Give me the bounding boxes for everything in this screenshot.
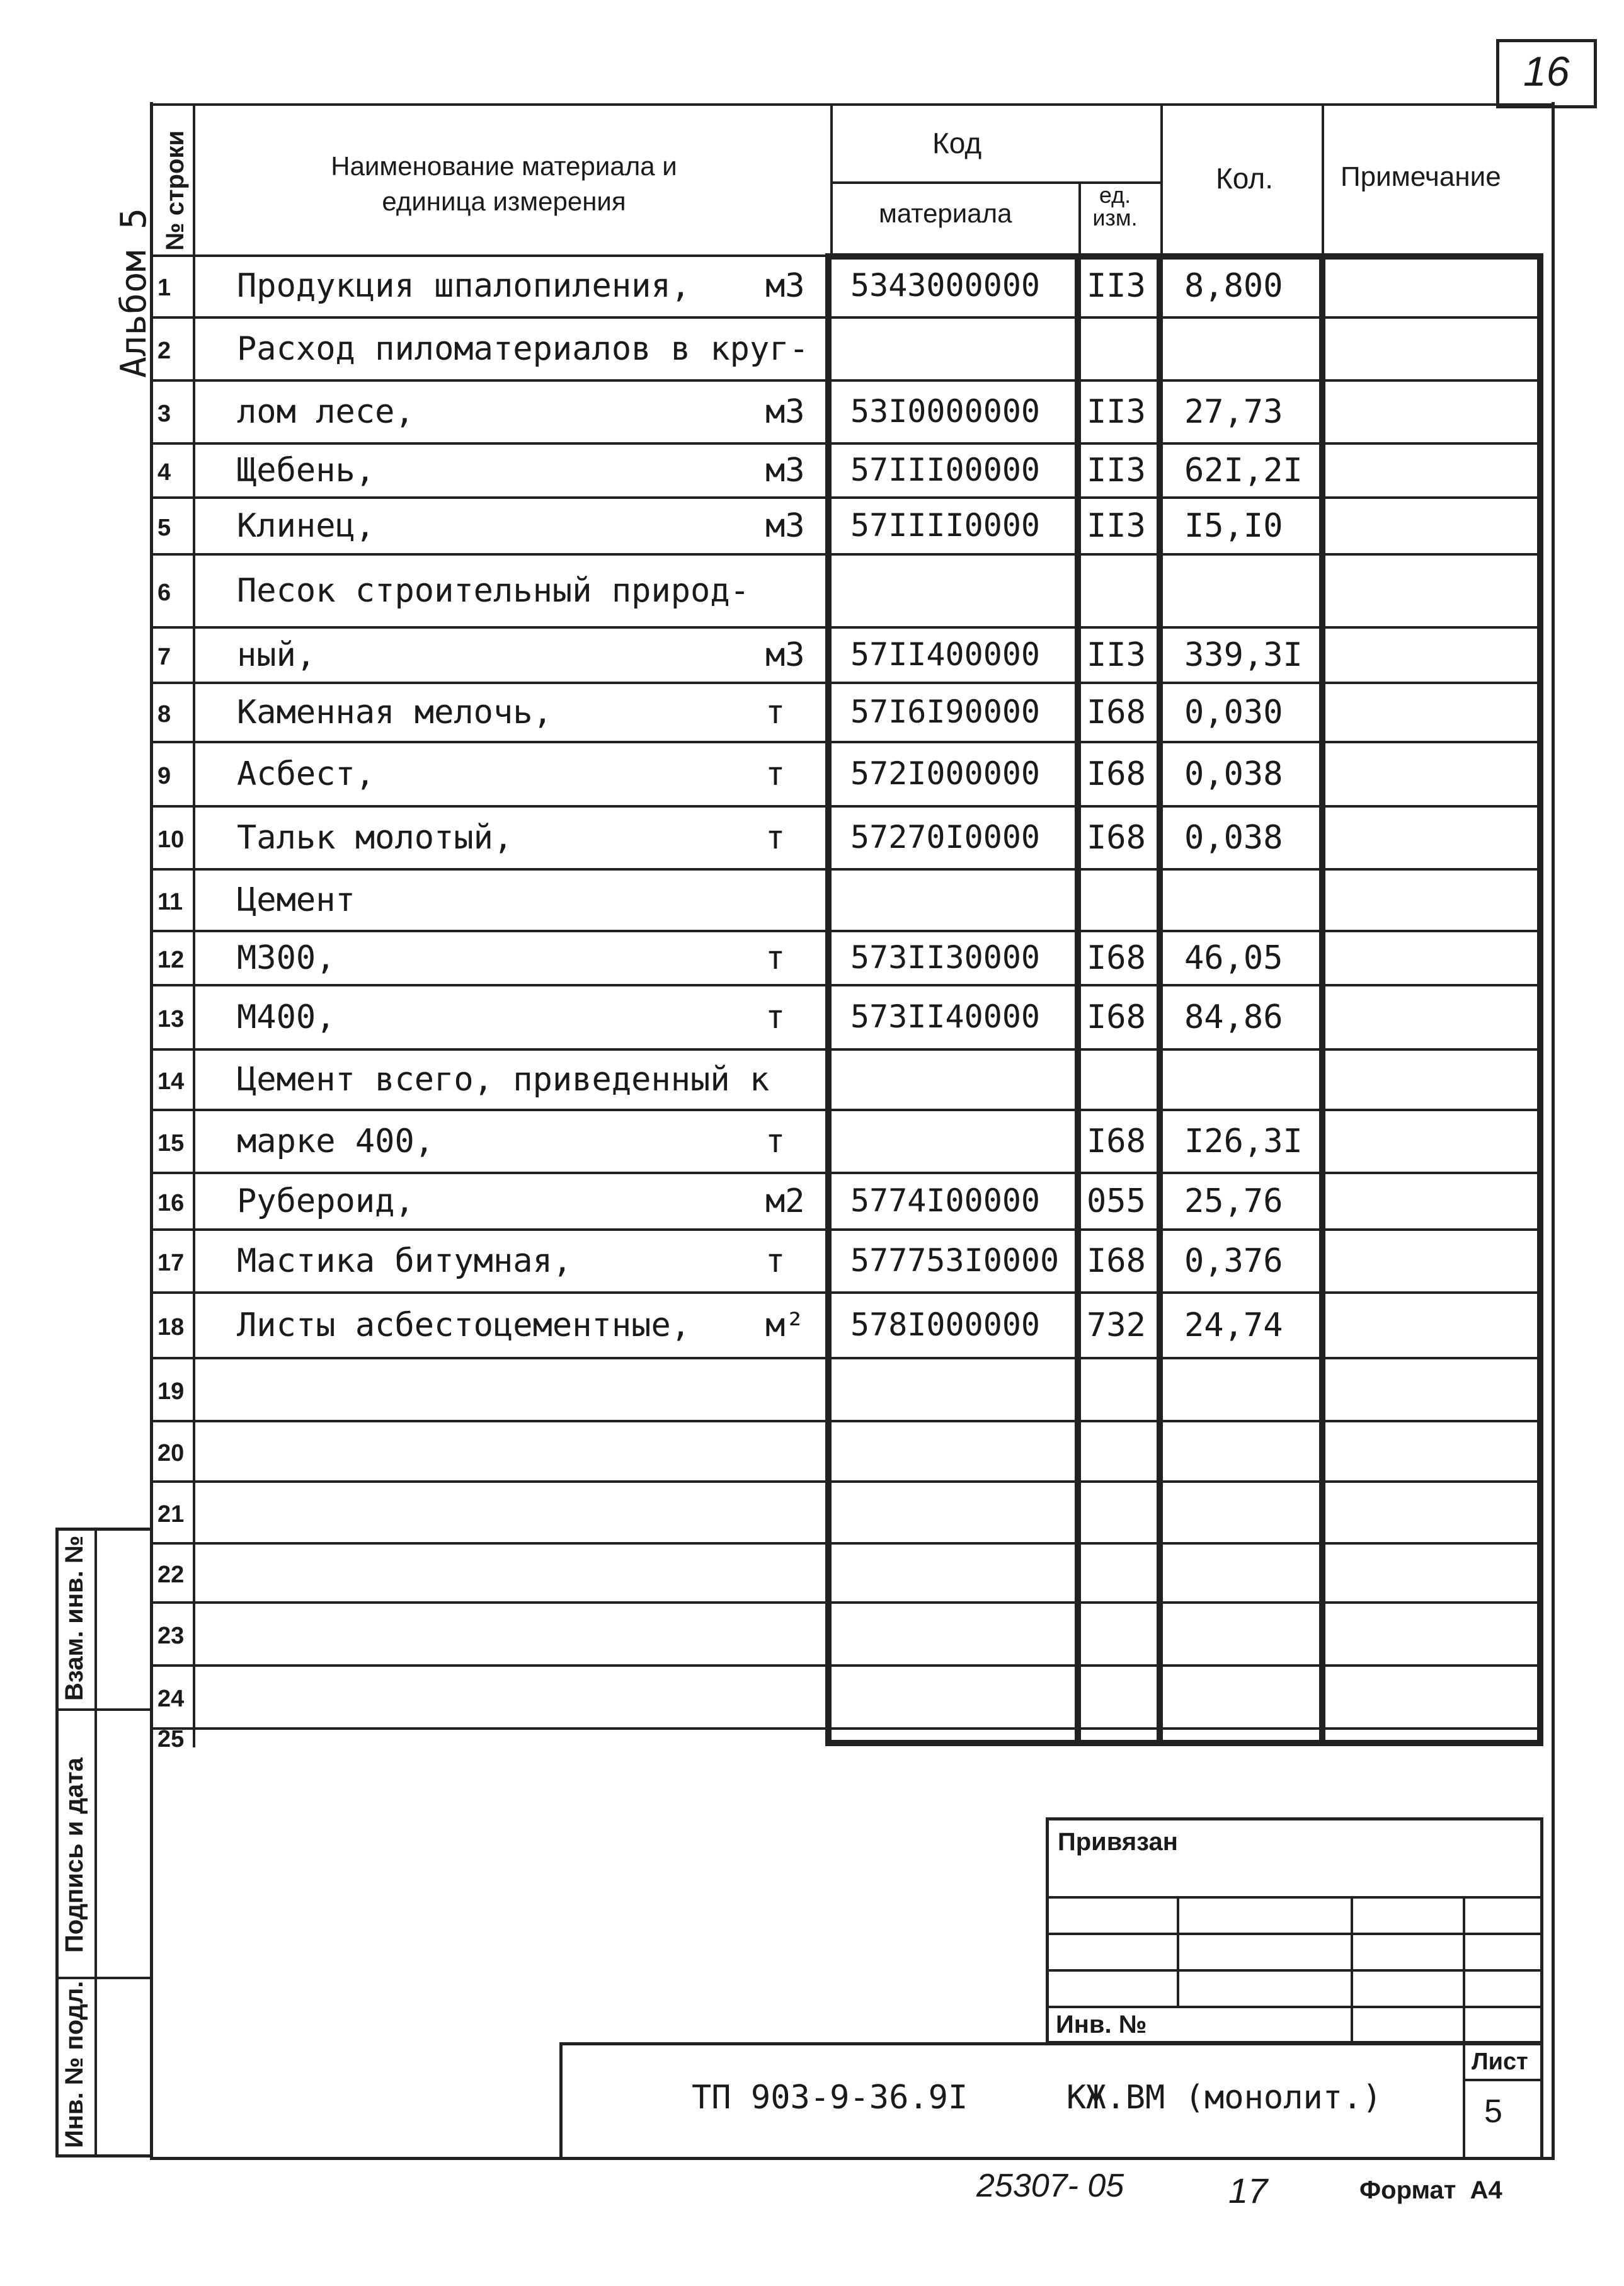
- row-number: 2: [157, 338, 171, 364]
- hdr-code-split: [830, 181, 1163, 184]
- unit-code: 732: [1087, 1306, 1146, 1344]
- album-label: Альбом 5: [113, 208, 154, 378]
- material-name: Щебень,: [237, 452, 375, 489]
- tb-v1: [1177, 1896, 1179, 2006]
- row-number: 25: [157, 1726, 185, 1752]
- row-number: 12: [157, 947, 185, 973]
- material-unit: м3: [765, 393, 805, 431]
- material-code: 572I000000: [850, 755, 1041, 792]
- table-row: [0, 317, 1624, 380]
- table-row: [0, 554, 1624, 627]
- tb-h3: [1046, 1969, 1543, 1972]
- table-row: [0, 1110, 1624, 1173]
- side-stamp-h2: [55, 1977, 150, 1979]
- material-unit: м2: [765, 1182, 805, 1220]
- tb-h2: [1046, 1933, 1543, 1935]
- material-unit: м3: [765, 267, 805, 305]
- unit-code: II3: [1087, 452, 1146, 489]
- quantity: 25,76: [1184, 1182, 1283, 1220]
- quantity: 8,800: [1184, 267, 1283, 305]
- table-row: [0, 443, 1624, 498]
- designation-text: ТП 903-9-36.9I КЖ.ВМ (монолит.): [692, 2079, 1382, 2117]
- material-code: 573II40000: [850, 998, 1041, 1035]
- unit-code: 055: [1087, 1182, 1146, 1220]
- material-code: 57270I0000: [850, 819, 1041, 855]
- material-code: 578I000000: [850, 1306, 1041, 1343]
- quantity: 84,86: [1184, 998, 1283, 1036]
- row-number: 6: [157, 580, 171, 606]
- row-number: 3: [157, 401, 171, 427]
- header-code-unit: ед. изм.: [1092, 182, 1138, 231]
- quantity: I5,I0: [1184, 507, 1283, 545]
- material-unit: м²: [765, 1306, 805, 1344]
- table-row: [0, 1726, 1624, 1752]
- material-unit: т: [765, 819, 786, 857]
- material-name: Цемент: [237, 881, 355, 919]
- tb-h1: [1046, 1896, 1543, 1899]
- quantity: 0,030: [1184, 694, 1283, 731]
- privyazan-box: [1046, 1817, 1543, 2044]
- table-row: [0, 1049, 1624, 1110]
- corner-number: 16: [1523, 48, 1570, 94]
- material-unit: м3: [765, 636, 805, 674]
- tb-h4: [1046, 2006, 1543, 2008]
- material-unit: т: [765, 694, 786, 731]
- material-name: М400,: [237, 998, 336, 1036]
- tb-v2: [1351, 1896, 1353, 2044]
- header-code: Код: [932, 127, 982, 159]
- row-number: 9: [157, 763, 171, 789]
- material-code: 5343000000: [850, 267, 1041, 304]
- sheet-number: 5: [1484, 2093, 1502, 2130]
- table-row: [0, 1421, 1624, 1482]
- row-number: 11: [157, 889, 183, 915]
- sheet-label: Лист: [1472, 2049, 1528, 2075]
- quantity: 62I,2I: [1184, 452, 1303, 489]
- table-row: [0, 1482, 1624, 1543]
- sheet-box-mid: [1463, 2079, 1543, 2081]
- table-row: [0, 254, 1624, 317]
- row-number: 14: [157, 1068, 185, 1095]
- material-unit: т: [765, 755, 786, 793]
- unit-code: I68: [1087, 1123, 1146, 1160]
- quantity: 24,74: [1184, 1306, 1283, 1344]
- handwritten-page: 17: [1228, 2171, 1268, 2210]
- table-row: [0, 627, 1624, 683]
- table-row: [0, 380, 1624, 443]
- row-number: 17: [157, 1250, 185, 1276]
- row-number: 13: [157, 1006, 185, 1032]
- material-code: 5774I00000: [850, 1182, 1041, 1219]
- unit-code: I68: [1087, 755, 1146, 793]
- header-code-material: материала: [879, 198, 1012, 228]
- hdr-v-note: [1322, 103, 1324, 254]
- table-row: [0, 1603, 1624, 1666]
- corner-number-box: [1496, 39, 1597, 108]
- material-code: 57III00000: [850, 452, 1041, 488]
- row-number: 15: [157, 1130, 185, 1157]
- table-row: [0, 1173, 1624, 1230]
- quantity: 0,038: [1184, 819, 1283, 857]
- quantity: 339,3I: [1184, 636, 1303, 674]
- quantity: 0,376: [1184, 1242, 1283, 1280]
- side-stamp-inner-v: [94, 1528, 97, 2157]
- unit-code: I68: [1087, 1242, 1146, 1280]
- handwritten-code: 25307- 05: [976, 2168, 1124, 2204]
- material-unit: м3: [765, 452, 805, 489]
- hdr-v-unit: [1078, 181, 1081, 257]
- material-name: Рубероид,: [237, 1182, 415, 1220]
- unit-code: II3: [1087, 636, 1146, 674]
- unit-code: II3: [1087, 267, 1146, 305]
- table-row: [0, 742, 1624, 806]
- material-name: Каменная мелочь,: [237, 694, 552, 731]
- row-number: 24: [157, 1686, 185, 1712]
- sheet-box-left: [1463, 2042, 1465, 2157]
- hdr-v-name: [830, 103, 833, 254]
- unit-code: I68: [1087, 694, 1146, 731]
- side-stamp-h1: [55, 1708, 150, 1711]
- row-number: 4: [157, 459, 171, 486]
- privyazan-label: Привязан: [1058, 1828, 1178, 1856]
- unit-code: I68: [1087, 939, 1146, 977]
- material-name: Листы асбестоцементные,: [237, 1306, 691, 1344]
- material-code: 53I0000000: [850, 393, 1041, 430]
- table-row: [0, 1358, 1624, 1421]
- material-name: лом лесе,: [237, 393, 415, 431]
- row-number: 5: [157, 515, 171, 541]
- row-number: 7: [157, 644, 171, 670]
- table-row: [0, 1230, 1624, 1293]
- material-name: Цемент всего, приведенный к: [237, 1061, 770, 1099]
- row-number: 16: [157, 1190, 185, 1216]
- row-number: 21: [157, 1501, 185, 1528]
- table-row: [0, 931, 1624, 985]
- format-label: Формат А4: [1359, 2176, 1502, 2204]
- table-row: [0, 1666, 1624, 1729]
- material-name: ный,: [237, 636, 316, 674]
- material-name: Песок строительный природ-: [237, 572, 750, 610]
- material-unit: т: [765, 1123, 786, 1160]
- material-code: 577753I0000: [850, 1242, 1060, 1279]
- quantity: I26,3I: [1184, 1123, 1303, 1160]
- material-code: 57IIII0000: [850, 507, 1041, 544]
- quantity: 0,038: [1184, 755, 1283, 793]
- row-number: 23: [157, 1623, 185, 1649]
- row-number: 20: [157, 1440, 185, 1466]
- material-unit: т: [765, 939, 786, 977]
- table-row: [0, 985, 1624, 1049]
- material-name: Тальк молотый,: [237, 819, 513, 857]
- row-number: 10: [157, 826, 185, 853]
- tb-v3: [1463, 1896, 1465, 2044]
- header-rownum: № строки: [161, 130, 189, 251]
- header-note: Примечание: [1341, 161, 1501, 192]
- row-number: 8: [157, 701, 171, 728]
- quantity: 27,73: [1184, 393, 1283, 431]
- row-number: 18: [157, 1314, 185, 1340]
- material-unit: т: [765, 998, 786, 1036]
- material-unit: т: [765, 1242, 786, 1280]
- header-qty: Кол.: [1216, 162, 1273, 195]
- quantity: 46,05: [1184, 939, 1283, 977]
- material-name: марке 400,: [237, 1123, 435, 1160]
- material-unit: м3: [765, 507, 805, 545]
- unit-code: II3: [1087, 393, 1146, 431]
- table-row: [0, 1293, 1624, 1358]
- unit-code: II3: [1087, 507, 1146, 545]
- row-number: 22: [157, 1562, 185, 1588]
- material-name: Расход пиломатериалов в круг-: [237, 330, 809, 368]
- table-row: [0, 498, 1624, 554]
- unit-code: I68: [1087, 998, 1146, 1036]
- header-name: Наименование материала и единица измерения: [331, 151, 677, 216]
- row-number: 19: [157, 1378, 185, 1405]
- material-name: М300,: [237, 939, 336, 977]
- unit-code: I68: [1087, 819, 1146, 857]
- stamp-vzam-inv: Взам. инв. №: [60, 1535, 88, 1701]
- stamp-inv-podl: Инв. № подл.: [60, 1980, 88, 2148]
- table-row: [0, 806, 1624, 869]
- inv-no-label: Инв. №: [1056, 2011, 1147, 2038]
- material-name: Асбест,: [237, 755, 375, 793]
- table-row: [0, 683, 1624, 742]
- hdr-v-qty: [1160, 103, 1163, 254]
- material-code: 57I6I90000: [850, 694, 1041, 730]
- frame-top-line: [150, 103, 1552, 106]
- table-row: [0, 1543, 1624, 1603]
- material-name: Клинец,: [237, 507, 375, 545]
- row-number: 1: [157, 275, 171, 301]
- material-name: Мастика битумная,: [237, 1242, 573, 1280]
- material-code: 573II30000: [850, 939, 1041, 976]
- table-row: [0, 869, 1624, 931]
- material-name: Продукция шпалопиления,: [237, 267, 691, 305]
- stamp-podpis-data: Подпись и дата: [60, 1757, 88, 1953]
- material-code: 57II400000: [850, 636, 1041, 673]
